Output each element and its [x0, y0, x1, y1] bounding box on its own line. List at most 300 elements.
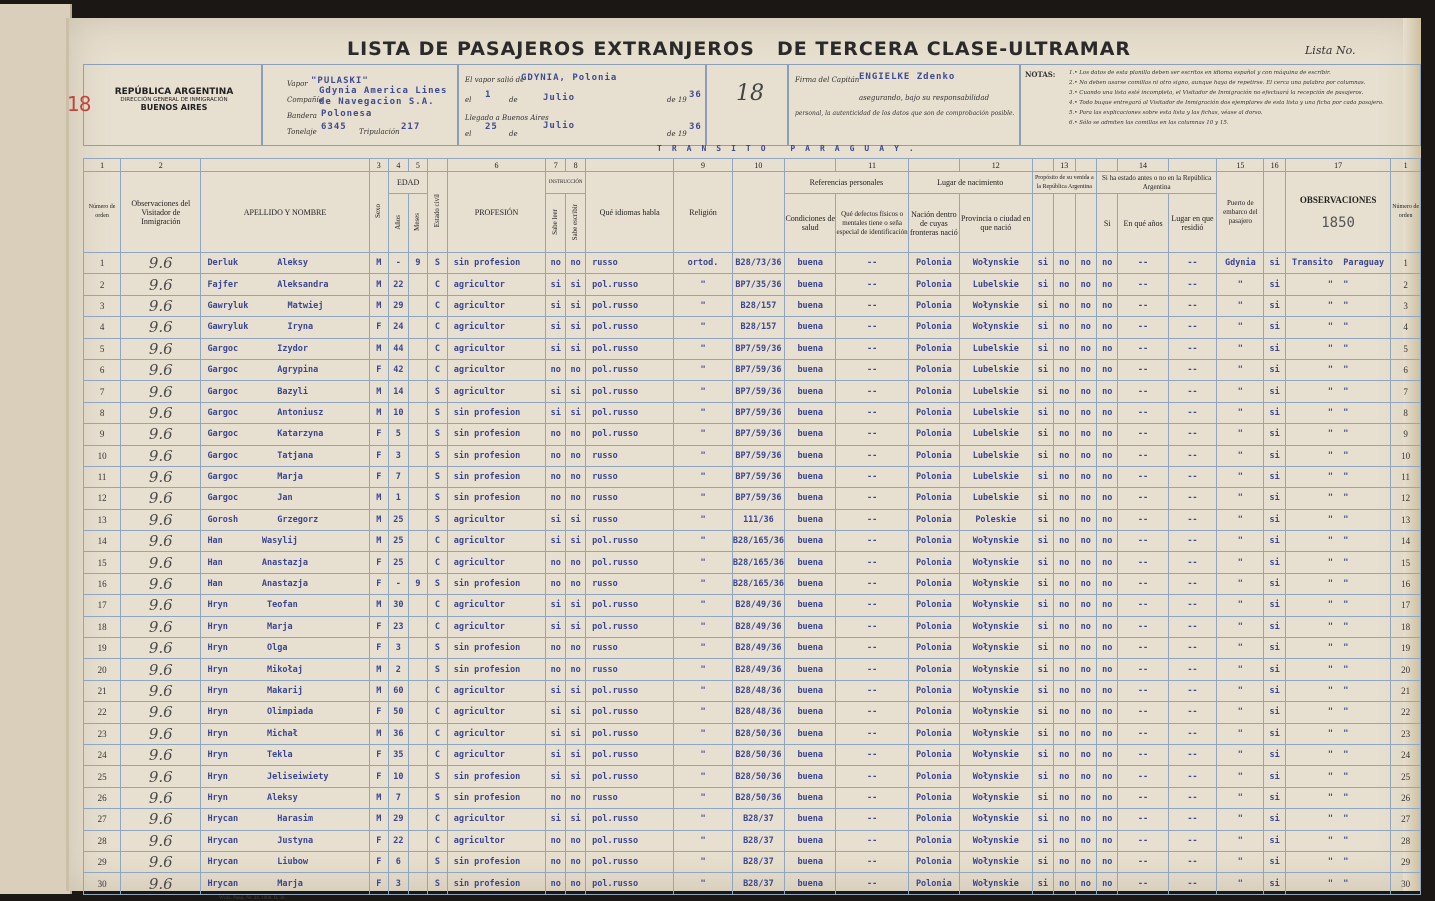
purpose-c: no [1075, 445, 1096, 466]
civil-status: S [428, 381, 448, 402]
table-row [84, 616, 1421, 637]
row-number: 24 [84, 744, 121, 765]
column-number: 3 [369, 159, 389, 172]
table-row [84, 338, 1421, 359]
row-number-right: 18 [1391, 616, 1421, 637]
languages: pol.russo [586, 809, 674, 830]
age-months [408, 680, 428, 701]
religion: " [674, 830, 733, 851]
birth-province: Wołynskie [959, 723, 1032, 744]
physical-defects: -- [836, 830, 908, 851]
embark-port: " [1217, 595, 1264, 616]
embark-port: " [1217, 830, 1264, 851]
embark-port: " [1217, 638, 1264, 659]
purpose-b: no [1054, 809, 1075, 830]
passenger-name [201, 381, 369, 402]
obs-destination: " [1343, 643, 1349, 654]
languages: pol.russo [586, 424, 674, 445]
purpose-c: no [1075, 809, 1096, 830]
transit-banner: TRANSITO PARAGUAY. [657, 144, 924, 153]
given-name: Marja [267, 621, 293, 632]
header-condiciones-salud: Condiciones de salud [785, 194, 836, 253]
salida-dia: 1 [485, 90, 492, 100]
profession: agricultor [447, 680, 546, 701]
birth-nation: Polonia [908, 274, 959, 295]
languages: russo [586, 659, 674, 680]
purpose-a: si [1032, 659, 1053, 680]
visitor-observation: 9.6 [121, 317, 201, 338]
age-years: 5 [389, 424, 409, 445]
obs-destination: " [1343, 514, 1349, 525]
visitor-observation: 9.6 [121, 424, 201, 445]
obs-destination: " [1343, 429, 1349, 440]
row-number: 17 [84, 595, 121, 616]
birth-province: Lubelskie [959, 381, 1032, 402]
physical-defects: -- [836, 338, 908, 359]
purpose-b: no [1054, 595, 1075, 616]
purpose-a: si [1032, 830, 1053, 851]
health-condition: buena [785, 381, 836, 402]
languages: pol.russo [586, 295, 674, 316]
civil-status: C [428, 552, 448, 573]
physical-defects: -- [836, 445, 908, 466]
physical-defects: -- [836, 381, 908, 402]
row-number: 10 [84, 445, 121, 466]
col-16: si [1264, 766, 1285, 787]
physical-defects: -- [836, 509, 908, 530]
document-ref: B28/37 [732, 809, 784, 830]
obs-destination: " [1343, 878, 1349, 889]
age-years: 22 [389, 830, 409, 851]
header-lugar-nacimiento: Lugar de nacimiento [908, 172, 1032, 194]
column-number: 10 [732, 159, 784, 172]
place-resided: -- [1168, 531, 1217, 552]
header-observaciones-label: OBSERVACIONES [1299, 195, 1377, 205]
llegada-el-label: el [465, 130, 472, 138]
republic-city: BUENOS AIRES [140, 103, 208, 112]
can-write: si [566, 616, 586, 637]
embark-port: " [1217, 787, 1264, 808]
table-row [84, 445, 1421, 466]
row-number-right: 4 [1391, 317, 1421, 338]
physical-defects: -- [836, 595, 908, 616]
profession: agricultor [447, 744, 546, 765]
health-condition: buena [785, 809, 836, 830]
visitor-observation: 9.6 [121, 445, 201, 466]
obs-destination: " [1343, 386, 1349, 397]
purpose-c: no [1075, 402, 1096, 423]
passenger-name [201, 680, 369, 701]
row-number: 6 [84, 359, 121, 380]
purpose-c: no [1075, 573, 1096, 594]
obs-transit: " [1327, 814, 1333, 825]
note-3: 3.• Cuando una lista esté incompleta, el Visitador de Inmigración no efectuará la recepción de pasajeros. [1069, 90, 1364, 96]
obs-destination: " [1343, 686, 1349, 696]
sex-cell: F [369, 466, 389, 487]
place-resided: -- [1168, 359, 1217, 380]
purpose-b: no [1054, 659, 1075, 680]
given-name: Aleksandra [277, 279, 329, 290]
passenger-name [201, 744, 369, 765]
bandera-label: Bandera [287, 112, 317, 120]
sex-cell: M [369, 488, 389, 509]
age-months [408, 488, 428, 509]
been-before: no [1096, 338, 1117, 359]
age-years: 50 [389, 702, 409, 723]
languages: pol.russo [586, 402, 674, 423]
purpose-a: si [1032, 552, 1053, 573]
row-number-right: 29 [1391, 851, 1421, 872]
purpose-c: no [1075, 531, 1096, 552]
column-number: 5 [408, 159, 428, 172]
age-months [408, 509, 428, 530]
can-write: si [566, 381, 586, 402]
physical-defects: -- [836, 766, 908, 787]
can-read: si [546, 531, 566, 552]
purpose-a: si [1032, 638, 1053, 659]
table-row [84, 531, 1421, 552]
republic-box [83, 64, 263, 146]
physical-defects: -- [836, 253, 908, 274]
compania-label: Compañía [287, 96, 323, 104]
birth-nation: Polonia [908, 445, 959, 466]
civil-status: S [428, 851, 448, 872]
header-apellido: APELLIDO Y NOMBRE [201, 172, 369, 253]
purpose-a: si [1032, 680, 1053, 701]
languages: pol.russo [586, 723, 674, 744]
salida-mes: Julio [543, 93, 576, 103]
health-condition: buena [785, 573, 836, 594]
document-ref: B28/50/36 [732, 766, 784, 787]
obs-transit: Transito [1292, 258, 1333, 269]
birth-province: Wołynskie [959, 595, 1032, 616]
surname: Derluk [207, 258, 239, 269]
can-read: no [546, 488, 566, 509]
birth-province: Lubelskie [959, 338, 1032, 359]
passenger-name [201, 274, 369, 295]
religion: " [674, 531, 733, 552]
health-condition: buena [785, 595, 836, 616]
obs-transit: " [1327, 771, 1333, 782]
age-months [408, 659, 428, 680]
birth-nation: Polonia [908, 616, 959, 637]
embark-port: " [1217, 402, 1264, 423]
languages: pol.russo [586, 317, 674, 338]
can-read: no [546, 552, 566, 573]
row-number-right: 26 [1391, 787, 1421, 808]
profession: sin profesion [447, 873, 546, 894]
birth-nation: Polonia [908, 317, 959, 338]
age-months [408, 295, 428, 316]
col-16: si [1264, 595, 1285, 616]
place-resided: -- [1168, 424, 1217, 445]
table-row [84, 680, 1421, 701]
religion: " [674, 702, 733, 723]
header-sabe-escribir: Sabe escribir [571, 203, 580, 241]
col-16: si [1264, 851, 1285, 872]
profession: sin profesion [447, 253, 546, 274]
can-write: no [566, 873, 586, 894]
birth-province: Lubelskie [959, 359, 1032, 380]
profession: agricultor [447, 338, 546, 359]
purpose-a: si [1032, 317, 1053, 338]
visitor-observation: 9.6 [121, 338, 201, 359]
column-number: 4 [389, 159, 409, 172]
purpose-c: no [1075, 702, 1096, 723]
birth-nation: Polonia [908, 509, 959, 530]
passenger-name [201, 723, 369, 744]
surname: Fajfer [207, 279, 239, 290]
passenger-name [201, 595, 369, 616]
health-condition: buena [785, 616, 836, 637]
age-years: 6 [389, 851, 409, 872]
place-resided: -- [1168, 809, 1217, 830]
passenger-name [201, 488, 369, 509]
given-name: Jeliseiwiety [267, 771, 329, 782]
can-read: no [546, 424, 566, 445]
surname: Gorosh [207, 514, 239, 525]
sex-cell: F [369, 830, 389, 851]
column-number: 9 [674, 159, 733, 172]
years-before: -- [1118, 509, 1168, 530]
health-condition: buena [785, 424, 836, 445]
years-before: -- [1118, 680, 1168, 701]
purpose-b: no [1054, 424, 1075, 445]
surname: Gargoc [207, 429, 239, 440]
surname: Gargoc [207, 472, 239, 483]
obs-transit: " [1327, 728, 1333, 739]
health-condition: buena [785, 509, 836, 530]
col-16: si [1264, 638, 1285, 659]
row-number: 1 [84, 253, 121, 274]
observations [1285, 295, 1390, 316]
can-write: no [566, 787, 586, 808]
col-16: si [1264, 531, 1285, 552]
table-row [84, 488, 1421, 509]
sex-cell: F [369, 616, 389, 637]
purpose-c: no [1075, 595, 1096, 616]
age-months [408, 638, 428, 659]
religion: " [674, 873, 733, 894]
years-before: -- [1118, 616, 1168, 637]
table-row [84, 509, 1421, 530]
languages: russo [586, 253, 674, 274]
religion: " [674, 723, 733, 744]
can-read: si [546, 809, 566, 830]
note-5: 5.• Para las explicaciones sobre esta lista y las fichas, véase al dorso. [1069, 110, 1263, 116]
surname: Hryn [207, 707, 228, 718]
purpose-b: no [1054, 466, 1075, 487]
languages: pol.russo [586, 274, 674, 295]
purpose-a: si [1032, 851, 1053, 872]
visitor-observation: 9.6 [121, 680, 201, 701]
religion: " [674, 509, 733, 530]
birth-nation: Polonia [908, 851, 959, 872]
row-number: 18 [84, 616, 121, 637]
visitor-observation: 9.6 [121, 466, 201, 487]
years-before: -- [1118, 552, 1168, 573]
document-ref: B28/157 [732, 317, 784, 338]
birth-nation: Polonia [908, 359, 959, 380]
sex-cell: F [369, 851, 389, 872]
purpose-b: no [1054, 766, 1075, 787]
col-16: si [1264, 295, 1285, 316]
can-write: si [566, 317, 586, 338]
can-write: no [566, 659, 586, 680]
been-before: no [1096, 723, 1117, 744]
embark-port: " [1217, 766, 1264, 787]
header-observaciones [1285, 172, 1390, 253]
obs-transit: " [1327, 750, 1333, 761]
health-condition: buena [785, 766, 836, 787]
col-16: si [1264, 573, 1285, 594]
header-idiomas: Qué idiomas habla [586, 172, 674, 253]
languages: russo [586, 787, 674, 808]
embark-port: " [1217, 359, 1264, 380]
obs-destination: " [1343, 792, 1349, 803]
languages: pol.russo [586, 766, 674, 787]
row-number: 23 [84, 723, 121, 744]
embark-port: " [1217, 680, 1264, 701]
physical-defects: -- [836, 723, 908, 744]
languages: pol.russo [586, 595, 674, 616]
row-number: 27 [84, 809, 121, 830]
visitor-observation: 9.6 [121, 766, 201, 787]
purpose-b: no [1054, 573, 1075, 594]
row-number-right: 21 [1391, 680, 1421, 701]
profession: agricultor [447, 359, 546, 380]
row-number-right: 8 [1391, 402, 1421, 423]
languages: russo [586, 466, 674, 487]
sex-cell: F [369, 424, 389, 445]
been-before: no [1096, 830, 1117, 851]
purpose-a: si [1032, 723, 1053, 744]
surname: Han [207, 579, 223, 590]
obs-destination: " [1343, 707, 1349, 718]
sex-cell: F [369, 744, 389, 765]
religion: " [674, 381, 733, 402]
birth-nation: Polonia [908, 253, 959, 274]
can-read: si [546, 381, 566, 402]
passenger-name [201, 552, 369, 573]
can-write: si [566, 809, 586, 830]
obs-transit: " [1327, 600, 1333, 611]
age-months [408, 381, 428, 402]
row-number: 3 [84, 295, 121, 316]
observations [1285, 317, 1390, 338]
obs-destination: " [1343, 728, 1349, 739]
birth-province: Wołynskie [959, 253, 1032, 274]
purpose-c: no [1075, 787, 1096, 808]
row-number-right: 2 [1391, 274, 1421, 295]
vapor-label: Vapor [287, 80, 308, 88]
observations [1285, 338, 1390, 359]
header-estado-antes: Si ha estado antes o no en la República Argentina [1096, 172, 1216, 194]
document-ref: B28/37 [732, 851, 784, 872]
observations [1285, 253, 1390, 274]
purpose-c: no [1075, 274, 1096, 295]
civil-status: S [428, 445, 448, 466]
obs-transit: " [1327, 686, 1333, 696]
years-before: -- [1118, 488, 1168, 509]
surname: Hryn [207, 600, 228, 611]
document-ref: BP7/59/36 [732, 381, 784, 402]
age-years: 2 [389, 659, 409, 680]
birth-nation: Polonia [908, 873, 959, 894]
visitor-observation: 9.6 [121, 809, 201, 830]
table-row [84, 723, 1421, 744]
observations [1285, 787, 1390, 808]
civil-status: C [428, 531, 448, 552]
place-resided: -- [1168, 702, 1217, 723]
given-name: Aleksy [267, 792, 298, 803]
health-condition: buena [785, 873, 836, 894]
passenger-name [201, 702, 369, 723]
place-resided: -- [1168, 787, 1217, 808]
place-resided: -- [1168, 509, 1217, 530]
civil-status: C [428, 274, 448, 295]
purpose-a: si [1032, 509, 1053, 530]
surname: Hrycan [207, 857, 239, 868]
purpose-a: si [1032, 766, 1053, 787]
birth-province: Wołynskie [959, 573, 1032, 594]
col-16: si [1264, 702, 1285, 723]
can-read: si [546, 509, 566, 530]
document-ref: 111/36 [732, 509, 784, 530]
can-read: no [546, 787, 566, 808]
can-write: no [566, 359, 586, 380]
purpose-a: si [1032, 595, 1053, 616]
passenger-name [201, 830, 369, 851]
salida-de-label: de [509, 96, 518, 104]
table-row [84, 830, 1421, 851]
row-number: 30 [84, 873, 121, 894]
note-2: 2.• No deben usarse comillas ni otro signo, aunque haya de repetirse. El cerca una palabra por columnas. [1069, 80, 1366, 86]
visitor-observation: 9.6 [121, 274, 201, 295]
place-resided: -- [1168, 466, 1217, 487]
birth-province: Wołynskie [959, 659, 1032, 680]
birth-nation: Polonia [908, 830, 959, 851]
physical-defects: -- [836, 488, 908, 509]
civil-status: S [428, 787, 448, 808]
table-row [84, 466, 1421, 487]
table-row [84, 851, 1421, 872]
age-years: 30 [389, 595, 409, 616]
purpose-b: no [1054, 338, 1075, 359]
header-religion: Religión [674, 172, 733, 253]
embark-port: " [1217, 317, 1264, 338]
physical-defects: -- [836, 531, 908, 552]
obs-destination: " [1343, 279, 1349, 290]
firma-label: Firma del Capitán [795, 76, 860, 84]
passenger-rows [84, 253, 1421, 895]
observations [1285, 509, 1390, 530]
birth-nation: Polonia [908, 402, 959, 423]
health-condition: buena [785, 702, 836, 723]
col-16: si [1264, 274, 1285, 295]
passenger-name [201, 787, 369, 808]
document-ref: B28/165/36 [732, 531, 784, 552]
passenger-name [201, 424, 369, 445]
can-write: no [566, 466, 586, 487]
purpose-b: no [1054, 531, 1075, 552]
profession: agricultor [447, 595, 546, 616]
col-16: si [1264, 317, 1285, 338]
years-before: -- [1118, 466, 1168, 487]
header-edad: EDAD [389, 172, 428, 194]
age-months [408, 402, 428, 423]
physical-defects: -- [836, 744, 908, 765]
